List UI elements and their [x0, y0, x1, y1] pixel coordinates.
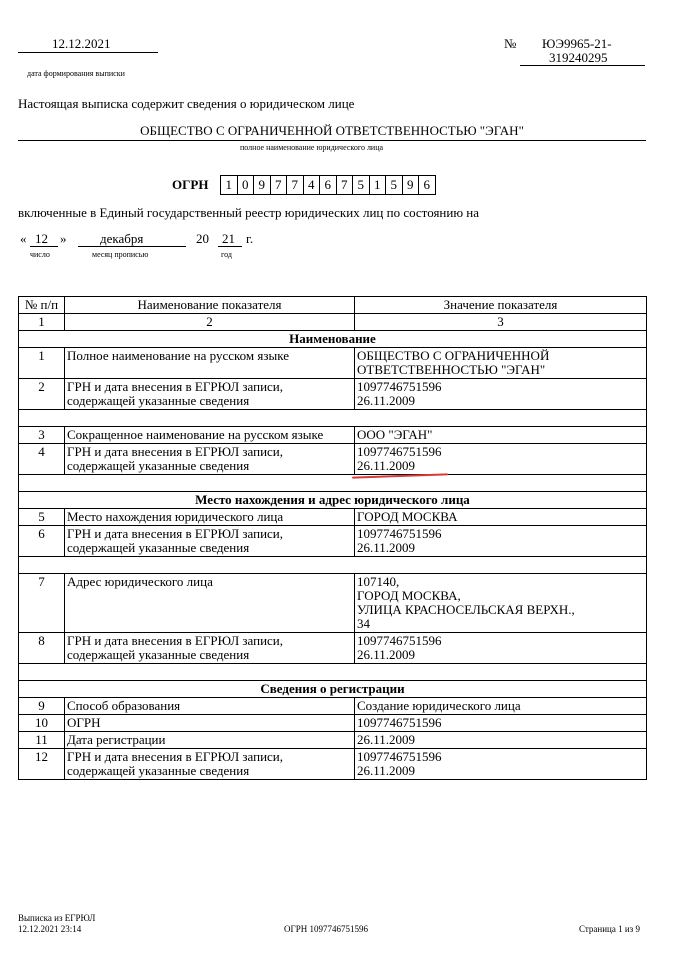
row-number: 11 [19, 732, 65, 749]
row-number: 12 [19, 749, 65, 780]
table-row [19, 574, 647, 633]
caption-month: месяц прописью [92, 250, 149, 259]
year-suffix: 21 [222, 231, 235, 246]
date-underline [18, 52, 158, 53]
row-value [355, 526, 647, 557]
row-label: ГРН и дата внесения в ЕГРЮЛ записи, содержащей указанные сведения [65, 444, 355, 475]
date-caption: дата формирования выписки [27, 69, 125, 78]
table-row [19, 509, 647, 526]
row-value: Создание юридического лица [355, 698, 647, 715]
ogrn-label: ОГРН [172, 177, 209, 192]
section-row [19, 331, 647, 348]
blank-row [19, 664, 647, 681]
col-number: 3 [355, 314, 647, 331]
row-label: Сокращенное наименование на русском языке [65, 427, 355, 444]
ogrn-digit: 9 [403, 176, 420, 194]
row-number: 10 [19, 715, 65, 732]
table-row [19, 732, 647, 749]
table-row [19, 715, 647, 732]
value-line: 1097746751596 [357, 749, 442, 764]
table-header-row [19, 297, 647, 314]
col-header-name: Наименование показателя [65, 297, 355, 314]
value-line: 1097746751596 [357, 379, 442, 394]
table-row [19, 379, 647, 410]
row-number: 2 [19, 379, 65, 410]
ogrn-digit: 7 [271, 176, 288, 194]
column-number-row [19, 314, 647, 331]
row-value [355, 633, 647, 664]
row-number: 1 [19, 348, 65, 379]
row-label: Полное наименование на русском языке [65, 348, 355, 379]
caption-day: число [30, 250, 50, 259]
ogrn-digit: 0 [238, 176, 255, 194]
footer-left-line2: 12.12.2021 23:14 [18, 924, 82, 934]
section-title-names: Наименование [19, 331, 647, 348]
extract-date: 12.12.2021 [52, 36, 111, 51]
section-row [19, 492, 647, 509]
row-number: 3 [19, 427, 65, 444]
quote-close: » [60, 231, 67, 246]
row-value [355, 379, 647, 410]
extract-number-line1: ЮЭ9965-21- [542, 36, 612, 51]
number-underline [520, 65, 645, 66]
row-value: 1097746751596 [355, 715, 647, 732]
row-number: 9 [19, 698, 65, 715]
table-row [19, 633, 647, 664]
value-line: 26.11.2009 [357, 540, 416, 555]
row-value: ОБЩЕСТВО С ОГРАНИЧЕННОЙ ОТВЕТСТВЕННОСТЬЮ "ЭГАН" [355, 348, 647, 379]
footer-page-counter: Страница 1 из 9 [579, 924, 640, 934]
extract-number-line2: 319240295 [549, 50, 608, 65]
number-sign: № [504, 36, 517, 51]
table-row [19, 444, 647, 475]
ogrn-digit: 1 [370, 176, 387, 194]
day-underline [30, 246, 58, 247]
blank-cell [19, 410, 647, 427]
row-number: 7 [19, 574, 65, 633]
blank-row [19, 475, 647, 492]
value-line: 26.11.2009 [357, 647, 416, 662]
company-full-name: ОБЩЕСТВО С ОГРАНИЧЕННОЙ ОТВЕТСТВЕННОСТЬЮ "ЭГАН" [140, 123, 524, 138]
month-underline [78, 246, 186, 247]
row-number: 5 [19, 509, 65, 526]
year-prefix: 20 [196, 231, 209, 246]
ogrn-digit: 6 [320, 176, 337, 194]
state-day: 12 [35, 231, 48, 246]
row-number: 4 [19, 444, 65, 475]
table-row [19, 698, 647, 715]
row-label: ГРН и дата внесения в ЕГРЮЛ записи, содержащей указанные сведения [65, 633, 355, 664]
blank-row [19, 410, 647, 427]
value-line: 1097746751596 [357, 633, 442, 648]
value-line: УЛИЦА КРАСНОСЕЛЬСКАЯ ВЕРХН., [357, 602, 575, 617]
intro-text: Настоящая выписка содержит сведения о юридическом лице [18, 96, 355, 111]
value-line: 1097746751596 [357, 444, 442, 459]
blank-row [19, 557, 647, 574]
year-underline [218, 246, 242, 247]
row-value: ГОРОД МОСКВА [355, 509, 647, 526]
table-row [19, 749, 647, 780]
row-label: Место нахождения юридического лица [65, 509, 355, 526]
row-value: 26.11.2009 [355, 732, 647, 749]
footer-left-line1: Выписка из ЕГРЮЛ [18, 913, 96, 923]
ogrn-digit: 4 [304, 176, 321, 194]
section-title-registration: Сведения о регистрации [19, 681, 647, 698]
name-underline [18, 140, 646, 141]
ogrn-digit: 5 [353, 176, 370, 194]
col-header-value: Значение показателя [355, 297, 647, 314]
row-label: Способ образования [65, 698, 355, 715]
state-month: декабря [100, 231, 144, 246]
value-line: 1097746751596 [357, 526, 442, 541]
name-caption: полное наименование юридического лица [240, 143, 384, 152]
table-row [19, 427, 647, 444]
row-label: ГРН и дата внесения в ЕГРЮЛ записи, содержащей указанные сведения [65, 526, 355, 557]
year-g: г. [246, 231, 254, 246]
caption-year: год [221, 250, 232, 259]
value-line: 26.11.2009 [357, 393, 416, 408]
row-label: ГРН и дата внесения в ЕГРЮЛ записи, содержащей указанные сведения [65, 379, 355, 410]
blank-cell [19, 664, 647, 681]
row-number: 8 [19, 633, 65, 664]
quote-open: « [20, 231, 27, 246]
row-value [355, 749, 647, 780]
table-row [19, 348, 647, 379]
row-value: ООО "ЭГАН" [355, 427, 647, 444]
state-text: включенные в Единый государственный реестр юридических лиц по состоянию на [18, 205, 480, 220]
value-line: ГОРОД МОСКВА, [357, 588, 461, 603]
col-number: 1 [19, 314, 65, 331]
row-number: 6 [19, 526, 65, 557]
footer-ogrn: ОГРН 1097746751596 [284, 924, 368, 934]
ogrn-digit: 5 [386, 176, 403, 194]
ogrn-digit: 7 [287, 176, 304, 194]
ogrn-digit: 6 [423, 177, 430, 192]
value-line: 107140, [357, 574, 400, 589]
blank-cell [19, 475, 647, 492]
ogrn-digit: 9 [254, 176, 271, 194]
value-line: 26.11.2009 [357, 458, 416, 473]
egrul-data-table [18, 296, 647, 780]
ogrn-digit-boxes [220, 175, 436, 195]
ogrn-digit: 1 [221, 176, 238, 194]
value-line: 34 [357, 616, 370, 631]
row-value [355, 444, 647, 475]
row-value [355, 574, 647, 633]
value-line: 26.11.2009 [357, 763, 416, 778]
col-number: 2 [65, 314, 355, 331]
row-label: Адрес юридического лица [65, 574, 355, 633]
ogrn-digit: 7 [337, 176, 354, 194]
section-title-address: Место нахождения и адрес юридического лица [19, 492, 647, 509]
col-header-number: № п/п [19, 297, 65, 314]
section-row [19, 681, 647, 698]
row-label: Дата регистрации [65, 732, 355, 749]
row-label: ГРН и дата внесения в ЕГРЮЛ записи, содержащей указанные сведения [65, 749, 355, 780]
table-row [19, 526, 647, 557]
blank-cell [19, 557, 647, 574]
row-label: ОГРН [65, 715, 355, 732]
